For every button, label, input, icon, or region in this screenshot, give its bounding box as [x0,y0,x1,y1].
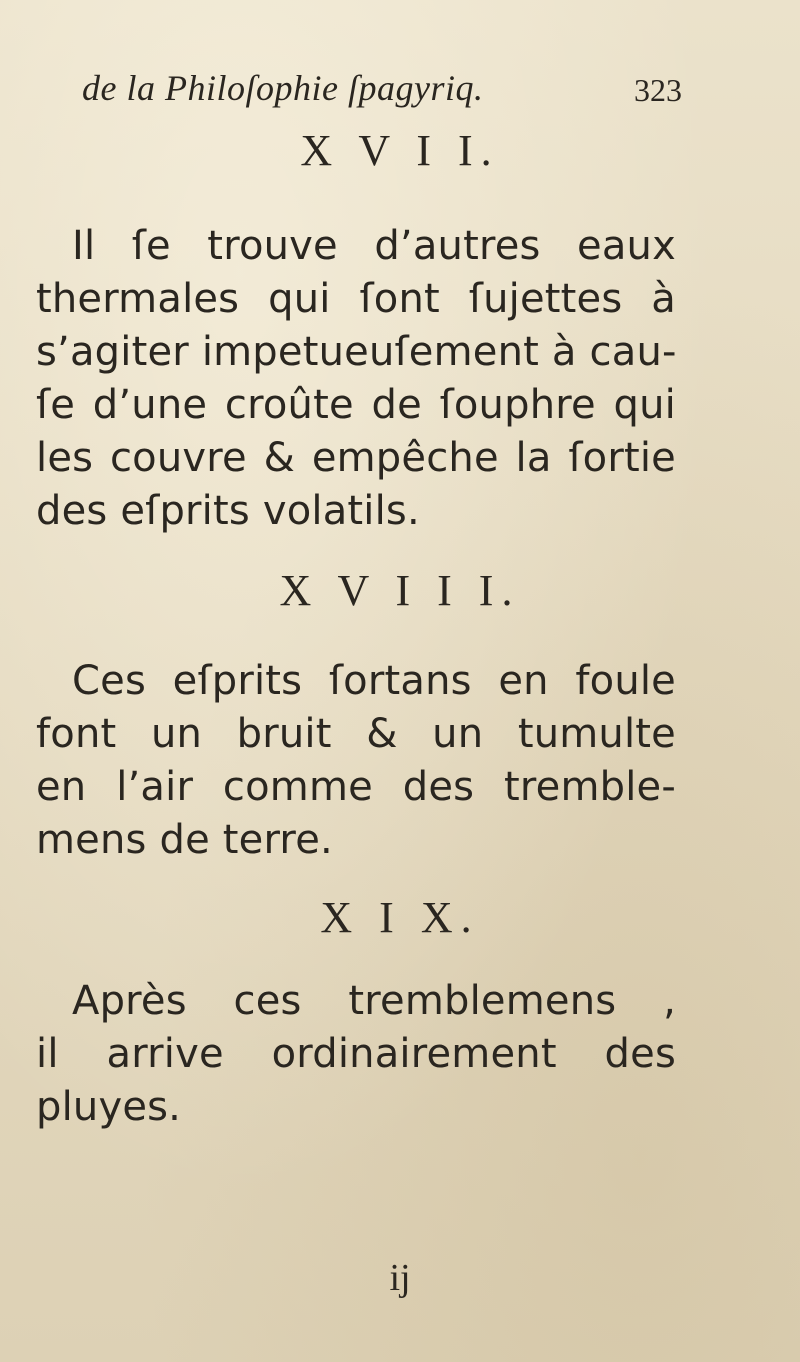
signature-mark: ij [389,1257,411,1299]
section-heading-18: X V I I I. [279,566,521,615]
paragraph-19 [36,975,676,1134]
paragraph-line: mens de terre. [36,817,333,863]
section-heading-17: X V I I. [300,126,500,175]
paragraph-line: s’agiter impetueuſement à cau- [36,329,677,375]
section-heading-19: X I X. [320,893,480,942]
page-number: 323 [634,72,682,108]
paragraph-line: Il ſe trouve d’autres eaux [72,223,676,269]
paragraph-line: des eſprits volatils. [36,488,420,534]
paragraph-line: il arrive ordinairement des [36,1031,676,1077]
paragraph-line: font un bruit & un tumulte [36,711,676,757]
paragraph-line: Après ces tremblemens , [72,978,676,1024]
running-title: de la Philoſophie ſpagyriq. [82,68,484,108]
paragraph-line: en l’air comme des tremble- [36,764,676,810]
paragraph-line: ſe d’une croûte de ſouphre qui [36,382,676,428]
paragraph-18 [36,655,676,867]
paragraph-line: les couvre & empêche la ſortie [36,435,676,481]
paragraph-17 [36,220,676,538]
paragraph-line: pluyes. [36,1084,182,1130]
page-header [82,68,682,108]
paragraph-line: Ces eſprits ſortans en foule [72,658,676,704]
paragraph-line: thermales qui ſont ſujettes à [36,276,676,322]
